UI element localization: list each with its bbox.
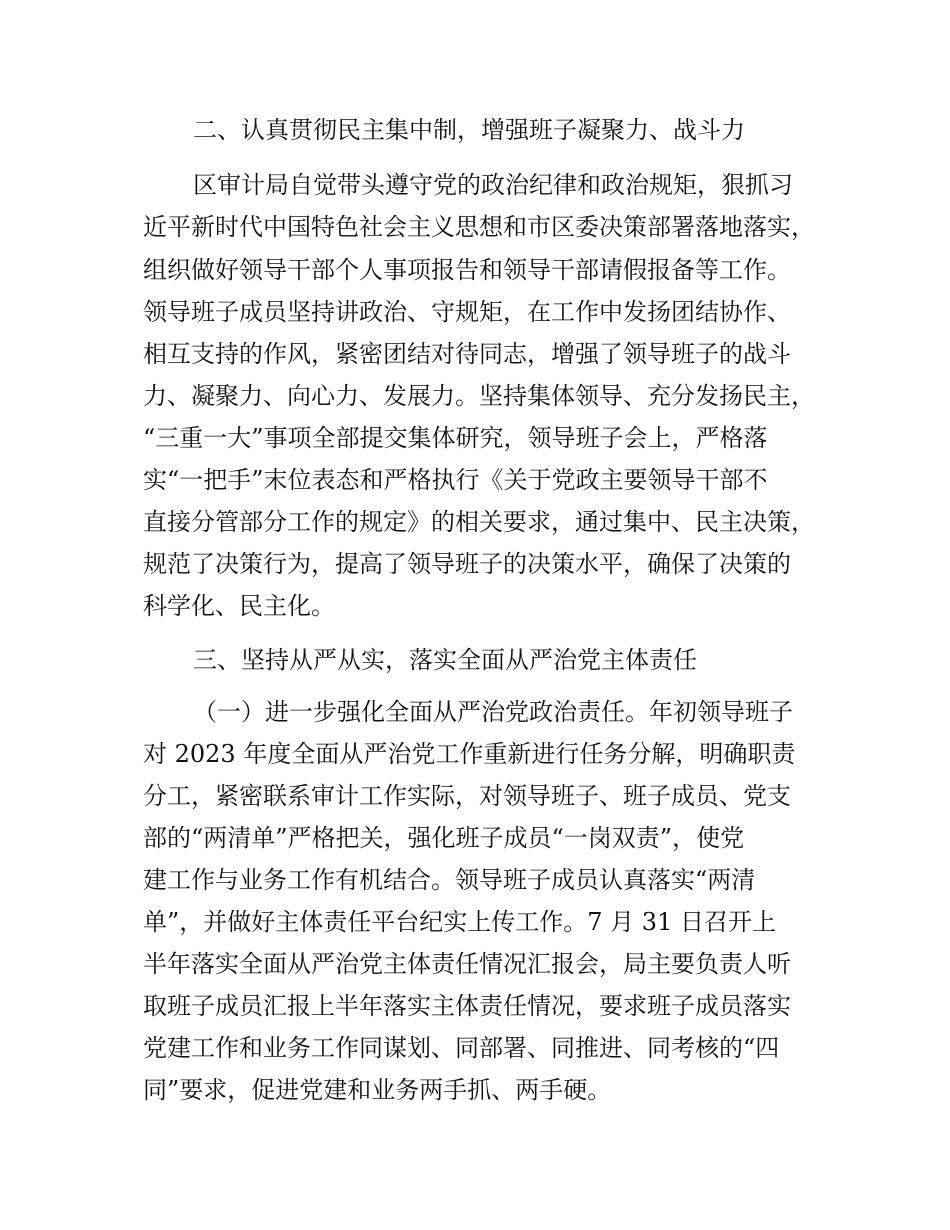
paragraph-line: 单”，并做好主体责任平台纪实上传工作。7 月 31 日召开上 [143, 908, 776, 936]
paragraph-line: 建工作与业务工作有机结合。领导班子成员认真落实“两清 [143, 866, 756, 894]
paragraph-line: 直接分管部分工作的规定》的相关要求，通过集中、民主决策， [143, 508, 815, 536]
paragraph-line: （一）进一步强化全面从严治党政治责任。年初领导班子 [193, 698, 793, 726]
section-heading: 二、认真贯彻民主集中制，增强班子凝聚力、战斗力 [193, 116, 745, 144]
paragraph-line: 领导班子成员坚持讲政治、守规矩，在工作中发扬团结协作、 [143, 298, 791, 326]
paragraph-line: 取班子成员汇报上半年落实主体责任情况，要求班子成员落实 [143, 992, 791, 1020]
paragraph-line: 组织做好领导干部个人事项报告和领导干部请假报备等工作。 [143, 256, 791, 284]
paragraph-line: 实“一把手”末位表态和严格执行《关于党政主要领导干部不 [143, 466, 768, 494]
paragraph-line: 部的“两清单”严格把关，强化班子成员“一岗双责”，使党 [143, 824, 745, 852]
paragraph-line: 科学化、民主化。 [143, 592, 335, 620]
paragraph-line: 近平新时代中国特色社会主义思想和市区委决策部署落地落实， [143, 213, 815, 241]
paragraph-line: 同”要求，促进党建和业务两手抓、两手硬。 [143, 1076, 612, 1104]
paragraph-line: 党建工作和业务工作同谋划、同部署、同推进、同考核的“四 [143, 1034, 780, 1062]
paragraph-line: 区审计局自觉带头遵守党的政治纪律和政治规矩，狠抓习 [193, 171, 793, 199]
paragraph-line: 力、凝聚力、向心力、发展力。坚持集体领导、充分发扬民主， [143, 382, 815, 410]
paragraph-line: 对 2023 年度全面从严治党工作重新进行任务分解，明确职责 [143, 740, 796, 768]
paragraph-line: 分工，紧密联系审计工作实际，对领导班子、班子成员、党支 [143, 782, 791, 810]
paragraph-line: 相互支持的作风，紧密团结对待同志，增强了领导班子的战斗 [143, 340, 791, 368]
paragraph-line: “三重一大”事项全部提交集体研究，领导班子会上，严格落 [143, 424, 768, 452]
paragraph-line: 半年落实全面从严治党主体责任情况汇报会，局主要负责人听 [143, 950, 791, 978]
section-heading: 三、坚持从严从实，落实全面从严治党主体责任 [193, 646, 697, 674]
paragraph-line: 规范了决策行为，提高了领导班子的决策水平，确保了决策的 [143, 550, 791, 578]
